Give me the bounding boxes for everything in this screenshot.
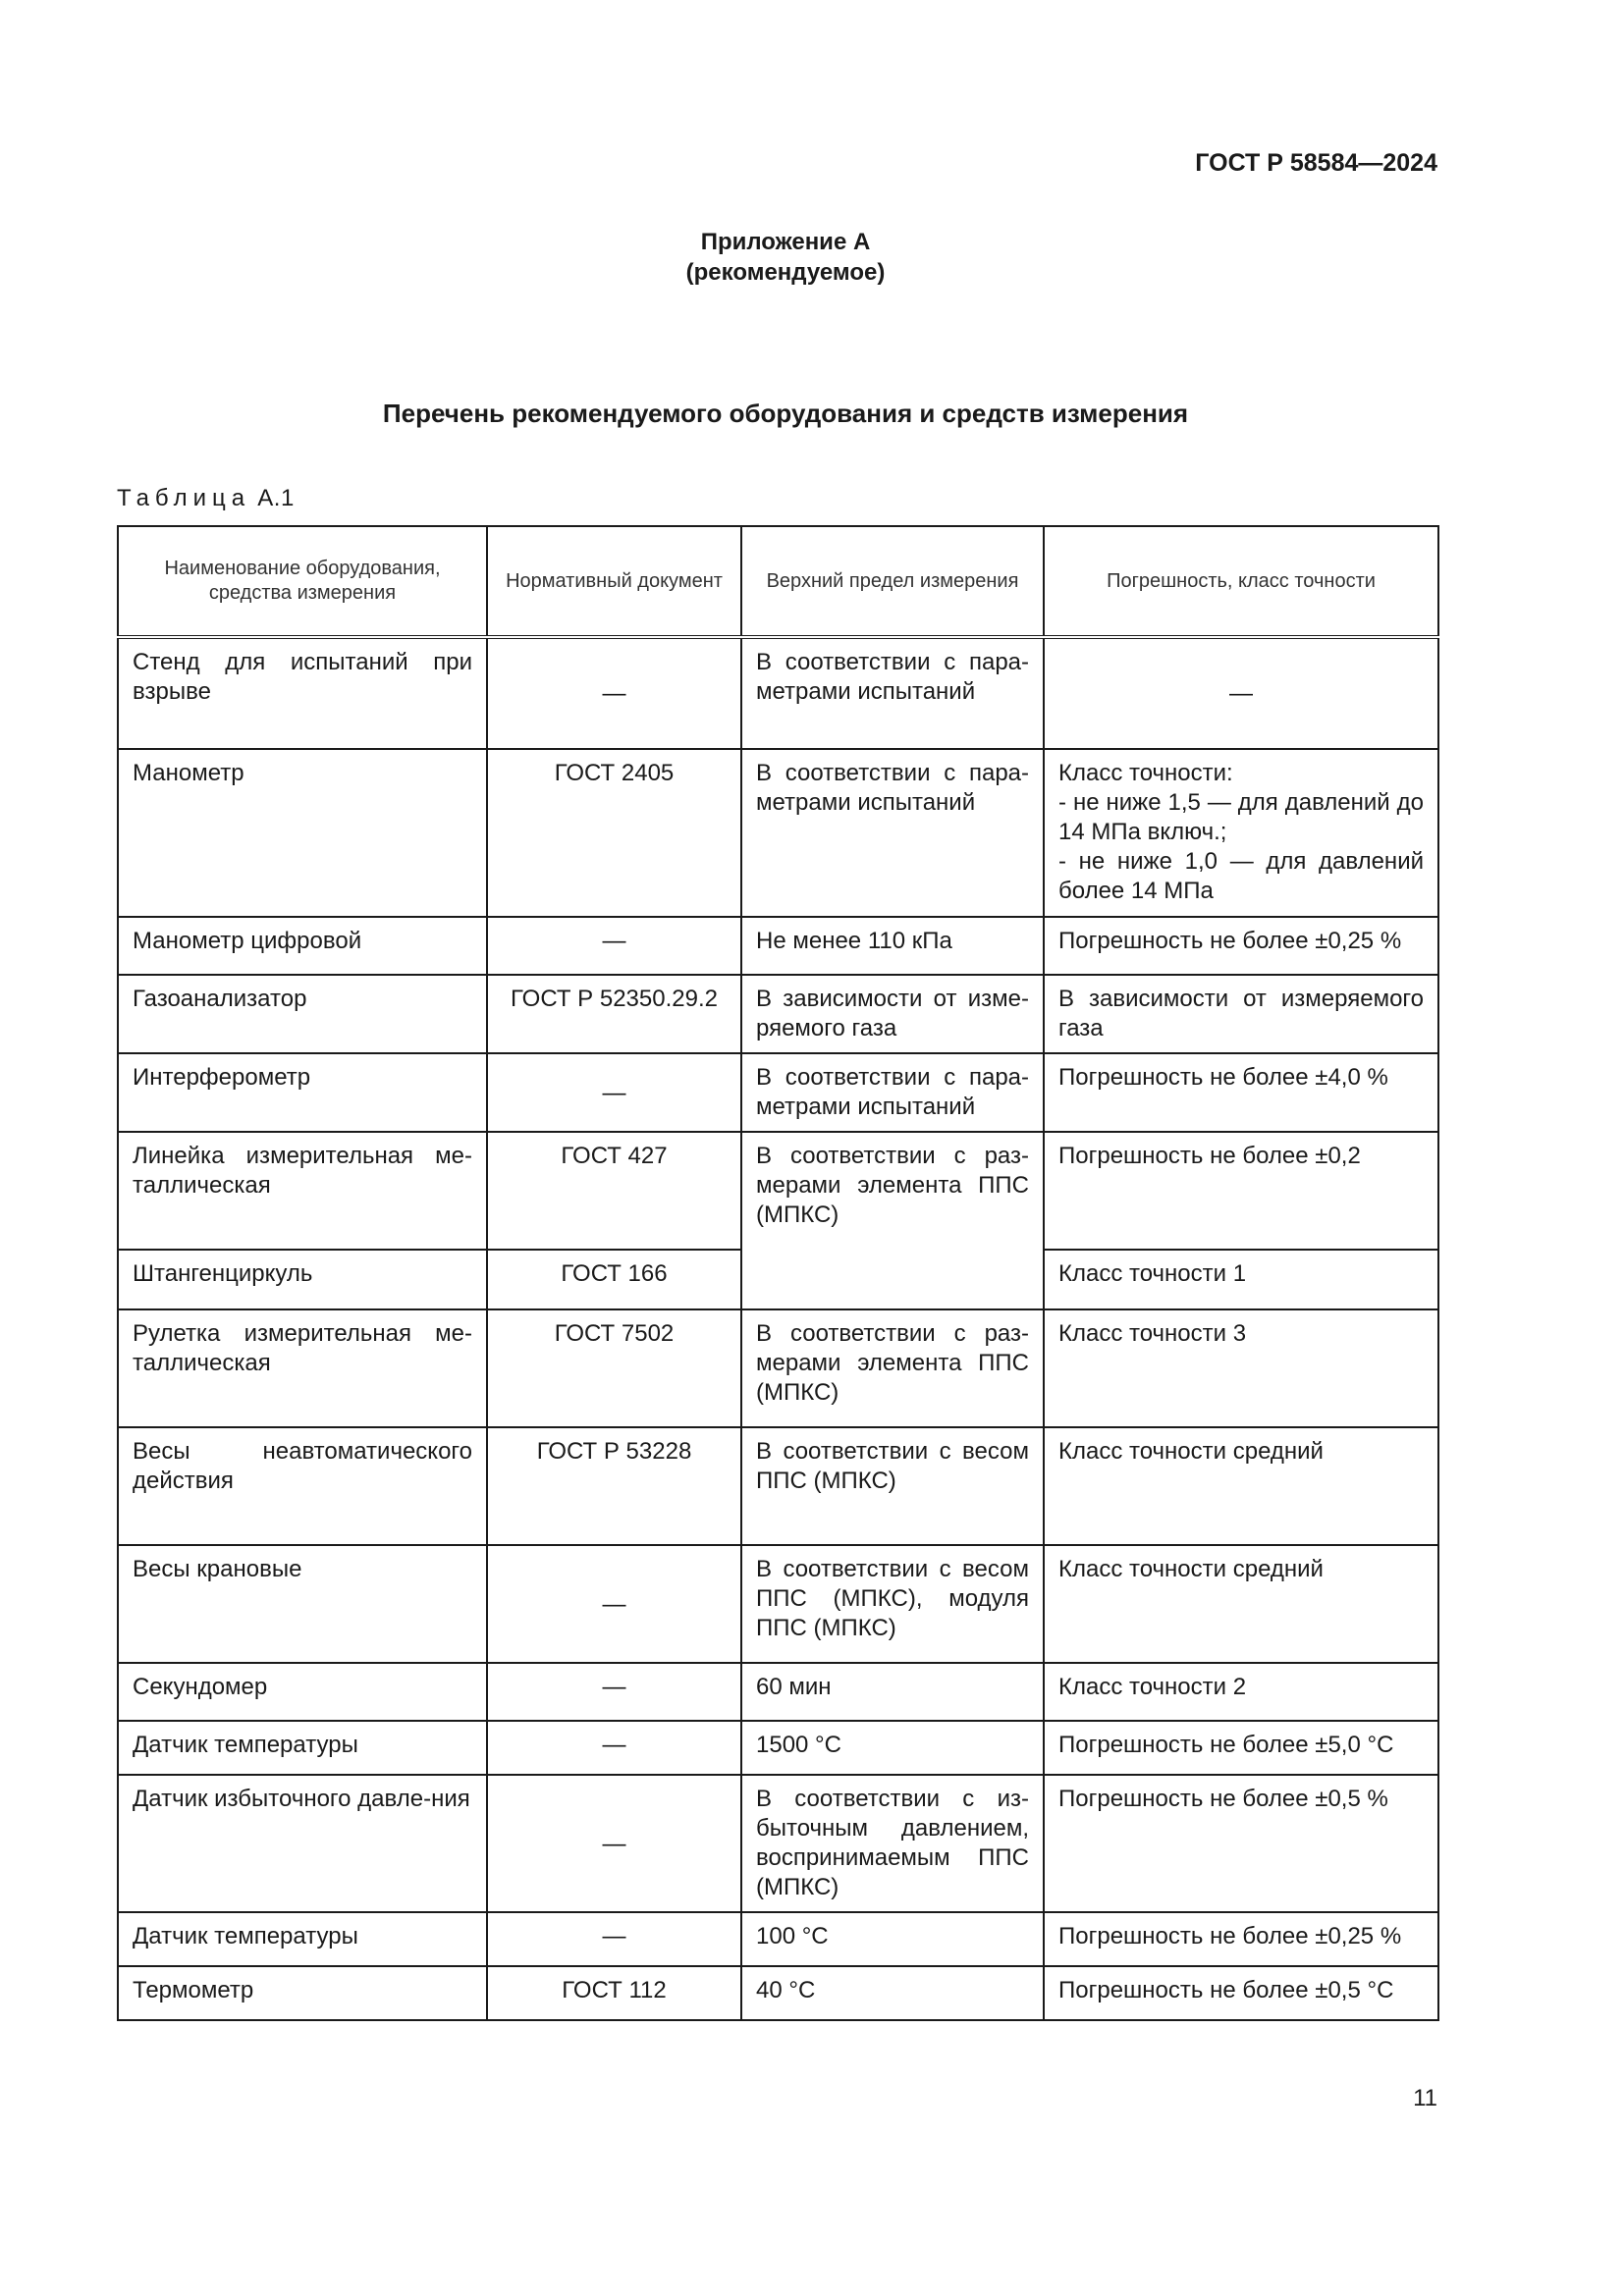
upper-limit: В соответствии с раз-мерами элемента ППС (МПКС) bbox=[741, 1132, 1044, 1309]
accuracy: Погрешность не более ±0,25 % bbox=[1044, 1912, 1438, 1966]
equipment-name: Рулетка измерительная ме-таллическая bbox=[118, 1309, 487, 1427]
table-row bbox=[118, 749, 1438, 917]
accuracy-line: - не ниже 1,0 — для давлений более 14 МПа bbox=[1058, 848, 1424, 904]
table-row bbox=[118, 1132, 1438, 1250]
equipment-table bbox=[117, 525, 1439, 2021]
table-row bbox=[118, 1721, 1438, 1775]
table-header-row bbox=[118, 526, 1438, 637]
equipment-name: Газоанализатор bbox=[118, 975, 487, 1053]
accuracy: Класс точности средний bbox=[1044, 1427, 1438, 1545]
upper-limit: В соответствии с весом ППС (МПКС), модуля ППС (МПКС) bbox=[741, 1545, 1044, 1663]
appendix-title: Приложение А bbox=[700, 229, 871, 255]
table-row bbox=[118, 1309, 1438, 1427]
equipment-name: Штангенциркуль bbox=[118, 1250, 487, 1309]
header-upper-limit: Верхний предел измерения bbox=[741, 526, 1044, 637]
equipment-name: Стенд для испытаний при взрыве bbox=[118, 637, 487, 749]
table-row bbox=[118, 1663, 1438, 1721]
appendix-status: (рекомендуемое) bbox=[685, 259, 886, 286]
upper-limit: В соответствии с раз-мерами элемента ППС (МПКС) bbox=[741, 1309, 1044, 1427]
document-title: Перечень рекомендуемого оборудования и средств измерения bbox=[382, 399, 1189, 428]
upper-limit: В зависимости от изме-ряемого газа bbox=[741, 975, 1044, 1053]
upper-limit: В соответствии с весом ППС (МПКС) bbox=[741, 1427, 1044, 1545]
accuracy: Класс точности средний bbox=[1044, 1545, 1438, 1663]
normative-document: ГОСТ 427 bbox=[487, 1132, 741, 1250]
equipment-name: Датчик температуры bbox=[118, 1721, 487, 1775]
normative-document: ГОСТ 112 bbox=[487, 1966, 741, 2020]
normative-document: — bbox=[487, 1912, 741, 1966]
table-caption-number: А.1 bbox=[257, 485, 295, 511]
normative-document: ГОСТ 166 bbox=[487, 1250, 741, 1309]
normative-document: — bbox=[487, 917, 741, 975]
normative-document: — bbox=[487, 1053, 741, 1132]
normative-document: ГОСТ Р 52350.29.2 bbox=[487, 975, 741, 1053]
table-caption-word: Таблица bbox=[117, 485, 251, 511]
equipment-name: Весы крановые bbox=[118, 1545, 487, 1663]
accuracy: Погрешность не более ±0,25 % bbox=[1044, 917, 1438, 975]
normative-document: ГОСТ 2405 bbox=[487, 749, 741, 917]
upper-limit: Не менее 110 кПа bbox=[741, 917, 1044, 975]
accuracy: Погрешность не более ±0,5 % bbox=[1044, 1775, 1438, 1912]
accuracy: Класс точности 1 bbox=[1044, 1250, 1438, 1309]
equipment-name: Термометр bbox=[118, 1966, 487, 2020]
equipment-name: Датчик температуры bbox=[118, 1912, 487, 1966]
normative-document: — bbox=[487, 1721, 741, 1775]
header-equipment-name: Наименование оборудования, средства измерения bbox=[118, 526, 487, 637]
equipment-name: Датчик избыточного давле-ния bbox=[118, 1775, 487, 1912]
header-normative-document: Нормативный документ bbox=[487, 526, 741, 637]
accuracy: Погрешность не более ±4,0 % bbox=[1044, 1053, 1438, 1132]
normative-document: — bbox=[487, 1663, 741, 1721]
upper-limit: 100 °С bbox=[741, 1912, 1044, 1966]
equipment-name: Линейка измерительная ме-таллическая bbox=[118, 1132, 487, 1250]
accuracy: Погрешность не более ±0,5 °С bbox=[1044, 1966, 1438, 2020]
normative-document: ГОСТ 7502 bbox=[487, 1309, 741, 1427]
upper-limit: В соответствии с пара-метрами испытаний bbox=[741, 1053, 1044, 1132]
table-row bbox=[118, 637, 1438, 749]
standard-code: ГОСТ Р 58584—2024 bbox=[1195, 149, 1437, 177]
table-row bbox=[118, 917, 1438, 975]
table-row bbox=[118, 1053, 1438, 1132]
accuracy-line: Класс точности: bbox=[1058, 760, 1233, 786]
equipment-name: Манометр bbox=[118, 749, 487, 917]
equipment-name: Манометр цифровой bbox=[118, 917, 487, 975]
table-caption bbox=[117, 485, 295, 512]
accuracy: В зависимости от измеряемого газа bbox=[1044, 975, 1438, 1053]
equipment-name: Весы неавтоматического действия bbox=[118, 1427, 487, 1545]
table-row bbox=[118, 1912, 1438, 1966]
upper-limit: В соответствии с пара-метрами испытаний bbox=[741, 637, 1044, 749]
normative-document: ГОСТ Р 53228 bbox=[487, 1427, 741, 1545]
upper-limit: 40 °С bbox=[741, 1966, 1044, 2020]
normative-document: — bbox=[487, 637, 741, 749]
normative-document: — bbox=[487, 1545, 741, 1663]
equipment-name: Интерферометр bbox=[118, 1053, 487, 1132]
table-row bbox=[118, 975, 1438, 1053]
header-accuracy: Погрешность, класс точности bbox=[1044, 526, 1438, 637]
normative-document: — bbox=[487, 1775, 741, 1912]
accuracy: Погрешность не более ±0,2 bbox=[1044, 1132, 1438, 1250]
accuracy: Класс точности 3 bbox=[1044, 1309, 1438, 1427]
upper-limit: 60 мин bbox=[741, 1663, 1044, 1721]
table-row bbox=[118, 1427, 1438, 1545]
accuracy: — bbox=[1044, 637, 1438, 749]
equipment-name: Секундомер bbox=[118, 1663, 487, 1721]
upper-limit: 1500 °С bbox=[741, 1721, 1044, 1775]
page-number: 11 bbox=[1413, 2085, 1437, 2111]
table-row bbox=[118, 1545, 1438, 1663]
accuracy bbox=[1044, 749, 1438, 917]
table-row bbox=[118, 1775, 1438, 1912]
table-row bbox=[118, 1966, 1438, 2020]
upper-limit: В соответствии с из-быточным давлением, воспринимаемым ППС (МПКС) bbox=[741, 1775, 1044, 1912]
upper-limit: В соответствии с пара-метрами испытаний bbox=[741, 749, 1044, 917]
accuracy-line: - не ниже 1,5 — для давлений до 14 МПа включ.; bbox=[1058, 789, 1424, 845]
accuracy: Класс точности 2 bbox=[1044, 1663, 1438, 1721]
accuracy: Погрешность не более ±5,0 °С bbox=[1044, 1721, 1438, 1775]
